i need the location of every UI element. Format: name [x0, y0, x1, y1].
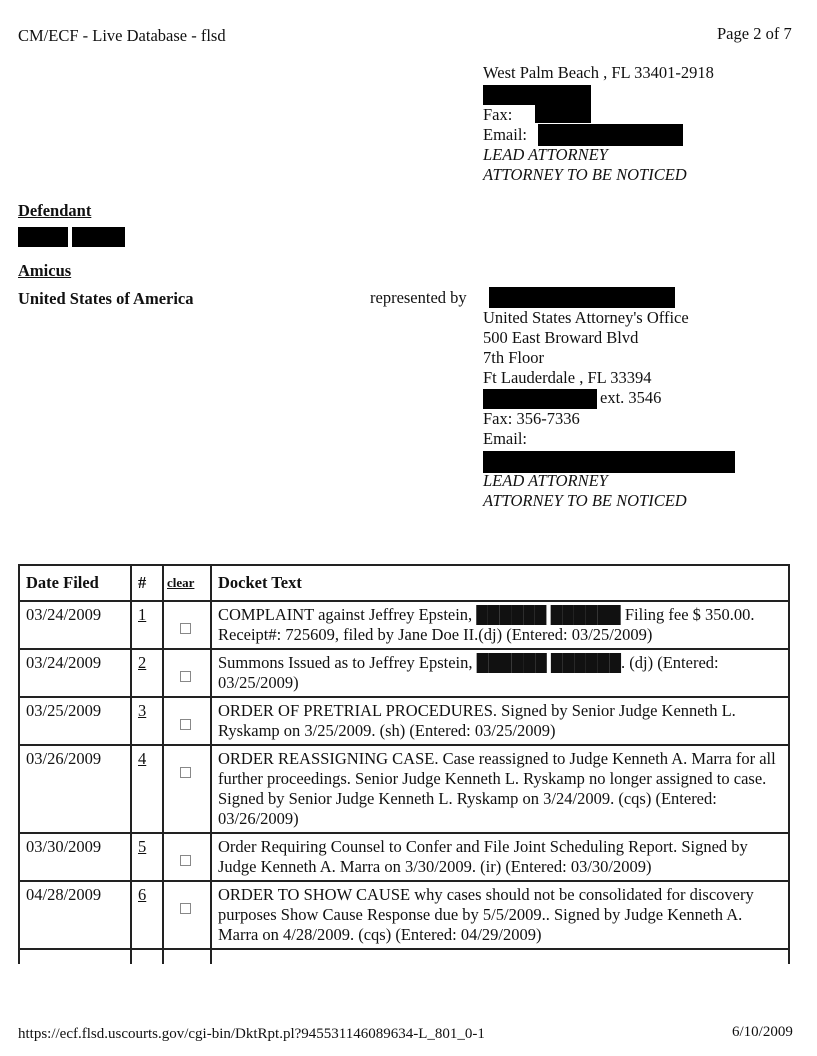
- select-checkbox[interactable]: [163, 833, 211, 881]
- date-filed: 03/24/2009: [19, 601, 131, 649]
- date-filed: 03/30/2009: [19, 833, 131, 881]
- fax: Fax: 356-7336: [483, 409, 580, 428]
- select-checkbox[interactable]: [163, 745, 211, 833]
- date-filed: 03/25/2009: [19, 697, 131, 745]
- attorney-noticed: ATTORNEY TO BE NOTICED: [483, 165, 687, 184]
- redaction: [483, 85, 591, 105]
- col-date-filed: Date Filed: [19, 565, 131, 601]
- select-checkbox[interactable]: [163, 601, 211, 649]
- col-docket-text: Docket Text: [211, 565, 789, 601]
- select-checkbox[interactable]: [163, 649, 211, 697]
- document-number-link[interactable]: 3: [131, 697, 163, 745]
- docket-text: Summons Issued as to Jeffrey Epstein, ██████ ██████. (dj) (Entered: 03/25/2009): [211, 649, 789, 697]
- checkbox-icon[interactable]: [180, 767, 191, 778]
- col-number: #: [131, 565, 163, 601]
- table-row: [19, 697, 789, 745]
- date-filed: 04/28/2009: [19, 881, 131, 949]
- clear-link[interactable]: clear: [163, 565, 211, 601]
- redaction: [483, 451, 735, 473]
- docket-text: COMPLAINT against Jeffrey Epstein, ██████ ██████ Filing fee $ 350.00. Receipt#: 725609, filed by Jane Doe II.(dj) (Entered: 03/25/2009): [211, 601, 789, 649]
- document-number-link[interactable]: 5: [131, 833, 163, 881]
- table-row: [19, 649, 789, 697]
- city: Ft Lauderdale , FL 33394: [483, 368, 652, 387]
- docket-table: [18, 564, 790, 964]
- footer-date: 6/10/2009: [732, 1024, 793, 1040]
- email: Email:: [483, 429, 527, 448]
- page-number: Page 2 of 7: [717, 24, 792, 43]
- docket-text: ORDER TO SHOW CAUSE why cases should not be consolidated for discovery purposes Show Cause Response due by 5/5/2009.. Signed by Judge Kenneth A. Marra on 4/28/2009. (cqs) (Entered: 04/29/2009): [211, 881, 789, 949]
- docket-text: Order Requiring Counsel to Confer and File Joint Scheduling Report. Signed by Judge Kenneth A. Marra on 3/30/2009. (ir) (Entered: 03/30/2009): [211, 833, 789, 881]
- office: United States Attorney's Office: [483, 308, 689, 327]
- redaction: [483, 389, 597, 409]
- redaction: [489, 287, 675, 308]
- select-checkbox[interactable]: [163, 881, 211, 949]
- amicus-label: Amicus: [18, 261, 72, 280]
- table-row: [19, 833, 789, 881]
- floor: 7th Floor: [483, 348, 544, 367]
- table-row: [19, 601, 789, 649]
- represented-by: represented by: [370, 288, 467, 307]
- attorney-noticed: ATTORNEY TO BE NOTICED: [483, 491, 687, 510]
- checkbox-icon[interactable]: [180, 903, 191, 914]
- date-filed: 03/26/2009: [19, 745, 131, 833]
- redaction: [538, 124, 683, 146]
- amicus-name: United States of America: [18, 289, 194, 308]
- table-row: [19, 745, 789, 833]
- select-checkbox[interactable]: [163, 697, 211, 745]
- checkbox-icon[interactable]: [180, 623, 191, 634]
- date-filed: 03/24/2009: [19, 649, 131, 697]
- document-number-link[interactable]: 1: [131, 601, 163, 649]
- docket-text: ORDER REASSIGNING CASE. Case reassigned to Judge Kenneth A. Marra for all further proceedings. Senior Judge Kenneth L. Ryskamp no longer assigned to case. Signed by Senior Judge Kenneth L. Ryskamp on 3/24/2009. (cqs) (Entered: 03/26/2009): [211, 745, 789, 833]
- attorney-city: West Palm Beach , FL 33401-2918: [483, 63, 714, 82]
- footer-url: https://ecf.flsd.uscourts.gov/cgi-bin/DktRpt.pl?945531146089634-L_801_0-1: [18, 1026, 485, 1042]
- lead-attorney: LEAD ATTORNEY: [483, 145, 608, 164]
- checkbox-icon[interactable]: [180, 855, 191, 866]
- document-number-link[interactable]: 6: [131, 881, 163, 949]
- lead-attorney: LEAD ATTORNEY: [483, 471, 608, 490]
- phone-ext: ext. 3546: [600, 388, 662, 407]
- redaction: [72, 227, 125, 247]
- table-header-row: [19, 565, 789, 601]
- attorney-fax: Fax:: [483, 105, 513, 124]
- table-row: [19, 881, 789, 949]
- redaction: [535, 105, 591, 123]
- page-title: CM/ECF - Live Database - flsd: [18, 26, 226, 45]
- checkbox-icon[interactable]: [180, 719, 191, 730]
- redaction: [18, 227, 68, 247]
- document-number-link[interactable]: 2: [131, 649, 163, 697]
- table-row-partial: [19, 949, 789, 964]
- docket-text: ORDER OF PRETRIAL PROCEDURES. Signed by Senior Judge Kenneth L. Ryskamp on 3/25/2009. (sh) (Entered: 03/25/2009): [211, 697, 789, 745]
- street: 500 East Broward Blvd: [483, 328, 639, 347]
- defendant-label: Defendant: [18, 201, 92, 220]
- attorney-email: Email:: [483, 125, 527, 144]
- checkbox-icon[interactable]: [180, 671, 191, 682]
- document-number-link[interactable]: 4: [131, 745, 163, 833]
